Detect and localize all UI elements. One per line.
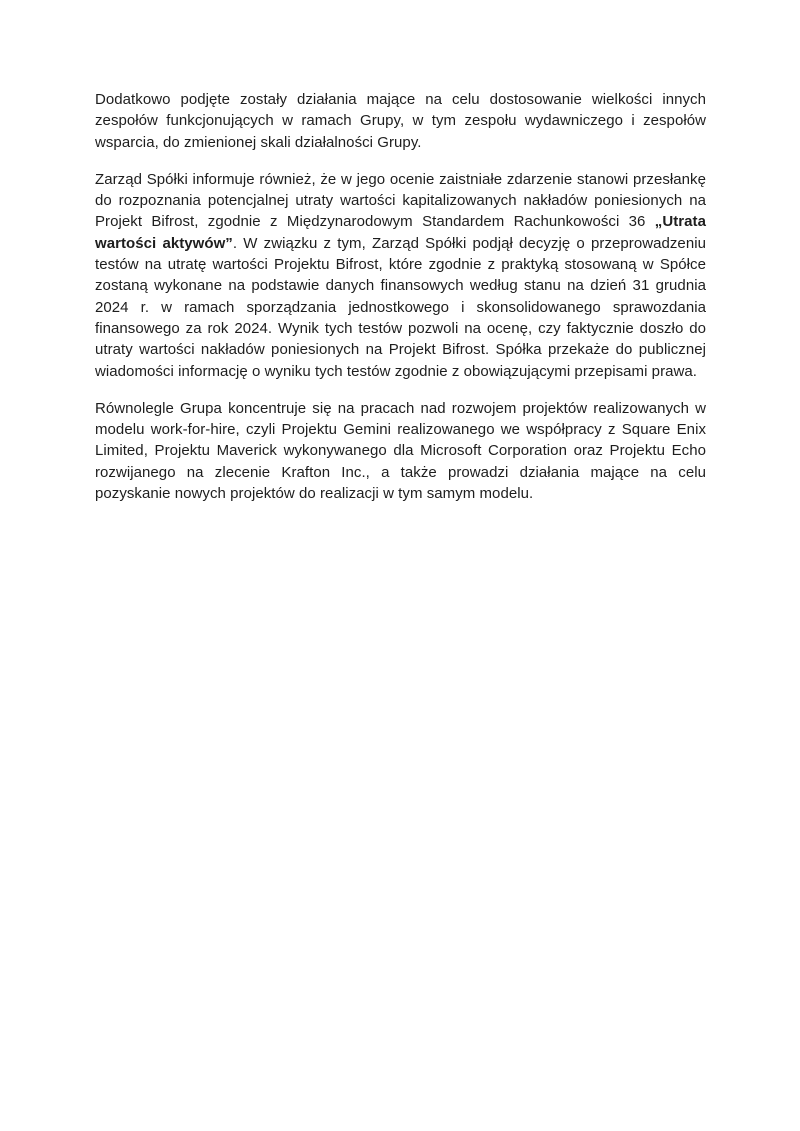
paragraph-projects-text: Równolegle Grupa koncentruje się na pracach nad rozwojem projektów realizowanych w modelu work-for-hire, czyli Projektu Gemini realizowanego we współpracy z Square Enix Limited, Projektu Maverick wykonywanego dla Microsoft Corporation oraz Projektu Echo rozwijanego na zlecenie Krafton Inc., a także prowadzi działania mające na celu pozyskanie nowych projektów do realizacji w tym samym modelu. — [95, 399, 706, 503]
paragraph-impairment-text-after: . W związku z tym, Zarząd Spółki podjął decyzję o przeprowadzeniu testów na utratę wartości Projektu Bifrost, które zgodnie z praktyką stosowaną w Spółce zostaną wykonane na podstawie danych finansowych według stanu na dzień 31 grudnia 2024 r. w ramach sporządzania jednostkowego i skonsolidowanego sprawozdania finansowego za rok 2024. Wynik tych testów pozwoli na ocenę, czy faktycznie doszło do utraty wartości nakładów poniesionych na Projekt Bifrost. Spółka przekaże do publicznej wiadomości informację o wyniku tych testów zgodnie z obowiązującymi przepisami prawa. — [95, 234, 706, 380]
paragraph-projects — [95, 398, 706, 504]
paragraph-impairment-text-before: Zarząd Spółki informuje również, że w jego ocenie zaistniałe zdarzenie stanowi przesłankę do rozpoznania potencjalnej utraty wartości kapitalizowanych nakładów poniesionych na Projekt Bifrost, zgodnie z Międzynarodowym Standardem Rachunkowości 36 — [95, 170, 706, 231]
ias36-title-bold-phrase: „Utrata wartości aktywów” — [95, 213, 706, 252]
paragraph-restructuring-text: Dodatkowo podjęte zostały działania mające na celu dostosowanie wielkości innych zespołów funkcjonujących w ramach Grupy, w tym zespołu wydawniczego i zespołów wsparcia, do zmienionej skali działalności Grupy. — [95, 91, 706, 151]
paragraph-restructuring — [95, 89, 706, 153]
paragraph-impairment-test — [95, 169, 706, 382]
document-content — [95, 89, 706, 504]
